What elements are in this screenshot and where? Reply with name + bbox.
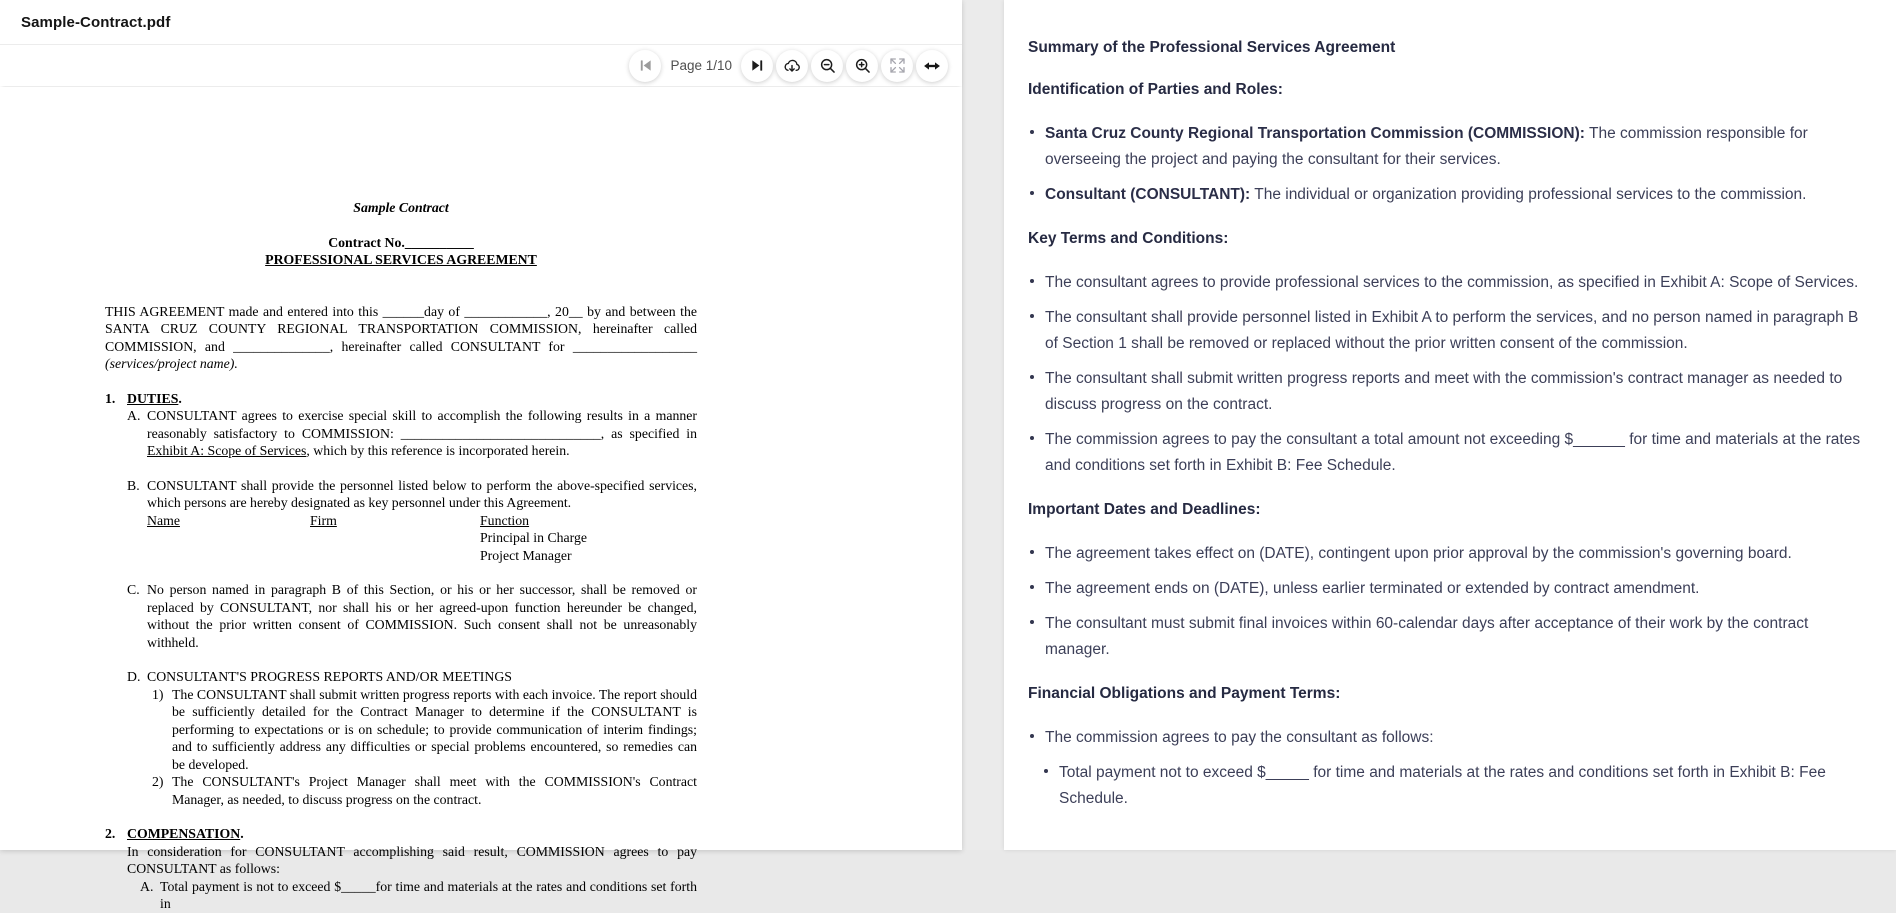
personnel-row: Principal in Charge [480, 530, 588, 545]
doc-intro-paragraph: THIS AGREEMENT made and entered into this ______day of ____________, 20__ by and between the SANTA CRUZ COUNTY REGIONAL TRANSPORTATION COMMISSION, hereinafter called COMMISSION, and ______________, hereinafter called CONSULTANT for __________________ (services/project name). [105, 303, 697, 371]
previous-page-button[interactable] [629, 50, 661, 82]
summary-bullet: The consultant must submit final invoices within 60-calendar days after acceptance of their work by the contract manager. [1028, 611, 1870, 663]
doc-clause-1c: C. No person named in paragraph B of this Section, or his or her successor, shall be removed or replaced by CONSULTANT, nor shall his or her agreed-upon function hereunder be changed, without the prior written consent of COMMISSION. Such consent shall not be unreasonably withheld. [127, 582, 697, 650]
summary-bullet: The agreement ends on (DATE), unless earlier terminated or extended by contract amendment. [1028, 576, 1870, 602]
bullet-dot-icon [1030, 734, 1034, 738]
pdf-file-name: Sample-Contract.pdf [21, 13, 171, 31]
pdf-document-page [105, 87, 697, 913]
fit-width-button[interactable] [916, 50, 948, 82]
doc-clause-1b: B. CONSULTANT shall provide the personnel listed below to perform the above-specified services, which persons are hereby designated as key personnel under this Agreement. Name Firm Function Principal in Charge Project Manager [127, 477, 697, 563]
fullscreen-icon [888, 56, 907, 75]
bullet-dot-icon [1030, 191, 1034, 195]
summary-bullet: The commission agrees to pay the consultant a total amount not exceeding $______ for time and materials at the rates and conditions set forth in Exhibit B: Fee Schedule. [1028, 427, 1870, 479]
doc-clause-1d-item-1: 1) The CONSULTANT shall submit written progress reports with each invoice. The report should be sufficiently detailed for the Contract Manager to determine if the CONSULTANT is performing to expectations or is on schedule; to provide communication of interim findings; and to sufficiently address any difficulties or special problems encountered, so remedies can be developed. [152, 686, 697, 772]
zoom-out-button[interactable] [811, 50, 843, 82]
summary-title: Summary of the Professional Services Agreement [1028, 39, 1396, 56]
summary-panel [1004, 0, 1896, 850]
doc-clause-2a: A. Total payment is not to exceed $_____for time and materials at the rates and conditions set forth in [140, 878, 697, 911]
doc-title: Sample Contract [353, 200, 449, 215]
pdf-toolbar [0, 45, 962, 86]
summary-section-parties-heading: Identification of Parties and Roles: [1028, 81, 1283, 98]
doc-section-2-compensation: 2. COMPENSATION. In consideration for CONSULTANT accomplishing said result, COMMISSION agrees to pay CONSULTANT as follows: A. Total payment is not to exceed $_____for time and materials at the rates and conditions set forth in [105, 826, 697, 911]
summary-bullet: Consultant (CONSULTANT): The individual or organization providing professional services to the commission. [1028, 182, 1870, 208]
summary-bullet: The consultant shall submit written progress reports and meet with the commission's contract manager as needed to discuss progress on the contract. [1028, 366, 1870, 418]
summary-bullet: The consultant agrees to provide professional services to the commission, as specified in Exhibit A: Scope of Services. [1028, 270, 1870, 296]
bullet-dot-icon [1030, 436, 1034, 440]
zoom-in-button[interactable] [846, 50, 878, 82]
cloud-download-icon [782, 56, 802, 76]
page-indicator: Page 1/10 [670, 58, 732, 73]
doc-section-1-duties: 1. DUTIES. [105, 390, 697, 408]
doc-contract-no: Contract No.__________ [328, 234, 474, 250]
doc-heading: PROFESSIONAL SERVICES AGREEMENT [265, 252, 537, 267]
doc-section-2-title: COMPENSATION. [127, 826, 244, 841]
personnel-row: Project Manager [480, 547, 572, 563]
doc-clause-1d-item-2: 2) The CONSULTANT's Project Manager shall meet with the COMMISSION's Contract Manager, as needed, to discuss progress on the contract. [152, 774, 697, 807]
doc-section-2-intro: In consideration for CONSULTANT accomplishing said result, COMMISSION agrees to pay CONSULTANT as follows: [127, 843, 697, 876]
bullet-dot-icon [1030, 585, 1034, 589]
summary-section-dates-heading: Important Dates and Deadlines: [1028, 501, 1261, 518]
bullet-dot-icon [1030, 314, 1034, 318]
summary-sub-bullet: Total payment not to exceed $_____ for time and materials at the rates and conditions set forth in Exhibit B: Fee Schedule. [1042, 760, 1870, 812]
personnel-table [147, 512, 697, 565]
summary-section-financial-heading: Financial Obligations and Payment Terms: [1028, 685, 1341, 702]
previous-page-icon [638, 58, 653, 73]
bullet-dot-icon [1030, 620, 1034, 624]
zoom-out-icon [818, 56, 837, 75]
bullet-dot-icon [1030, 279, 1034, 283]
doc-clause-1d: D. CONSULTANT'S PROGRESS REPORTS AND/OR MEETINGS 1) The CONSULTANT shall submit written progress reports with each invoice. The report should be sufficiently detailed for the Contract Manager to determine if the CONSULTANT is performing to expectations or is on schedule; to provide communication of interim findings; and to sufficiently address any difficulties or special problems encountered, so remedies can be developed. 2) The CONSULTANT's Project Manager shall meet with the COMMISSION's Contract Manager, as needed, to discuss progress on the contract. [127, 669, 697, 807]
download-button[interactable] [776, 50, 808, 82]
bullet-dot-icon [1030, 550, 1034, 554]
summary-section-key-terms-heading: Key Terms and Conditions: [1028, 230, 1229, 247]
doc-clause-1a: A. CONSULTANT agrees to exercise special skill to accomplish the following results in a manner reasonably satisfactory to COMMISSION: _____________________________, as specified in Exhibit A: Scope of Services, which by this reference is incorporated herein. [127, 408, 697, 458]
bullet-dot-icon [1044, 769, 1048, 773]
bullet-dot-icon [1030, 130, 1034, 134]
fullscreen-button[interactable] [881, 50, 913, 82]
bullet-dot-icon [1030, 375, 1034, 379]
pdf-document-area [0, 87, 962, 911]
doc-clause-1d-title: CONSULTANT'S PROGRESS REPORTS AND/OR MEETINGS [147, 669, 512, 684]
summary-bullet: The agreement takes effect on (DATE), contingent upon prior approval by the commission's governing board. [1028, 541, 1870, 567]
doc-section-1-title: DUTIES. [127, 390, 182, 406]
personnel-header-row: Name Firm Function [147, 512, 530, 528]
next-page-button[interactable] [741, 50, 773, 82]
summary-bullet: Santa Cruz County Regional Transportation Commission (COMMISSION): The commission responsible for overseeing the project and paying the consultant for their services. [1028, 121, 1870, 173]
pdf-file-header [0, 0, 962, 45]
fit-width-icon [922, 56, 942, 76]
zoom-in-icon [853, 56, 872, 75]
summary-bullet: The commission agrees to pay the consultant as follows: [1028, 725, 1870, 751]
next-page-icon [750, 58, 765, 73]
summary-bullet: The consultant shall provide personnel listed in Exhibit A to perform the services, and no person named in paragraph B of Section 1 shall be removed or replaced without the prior written consent of the commission. [1028, 305, 1870, 357]
